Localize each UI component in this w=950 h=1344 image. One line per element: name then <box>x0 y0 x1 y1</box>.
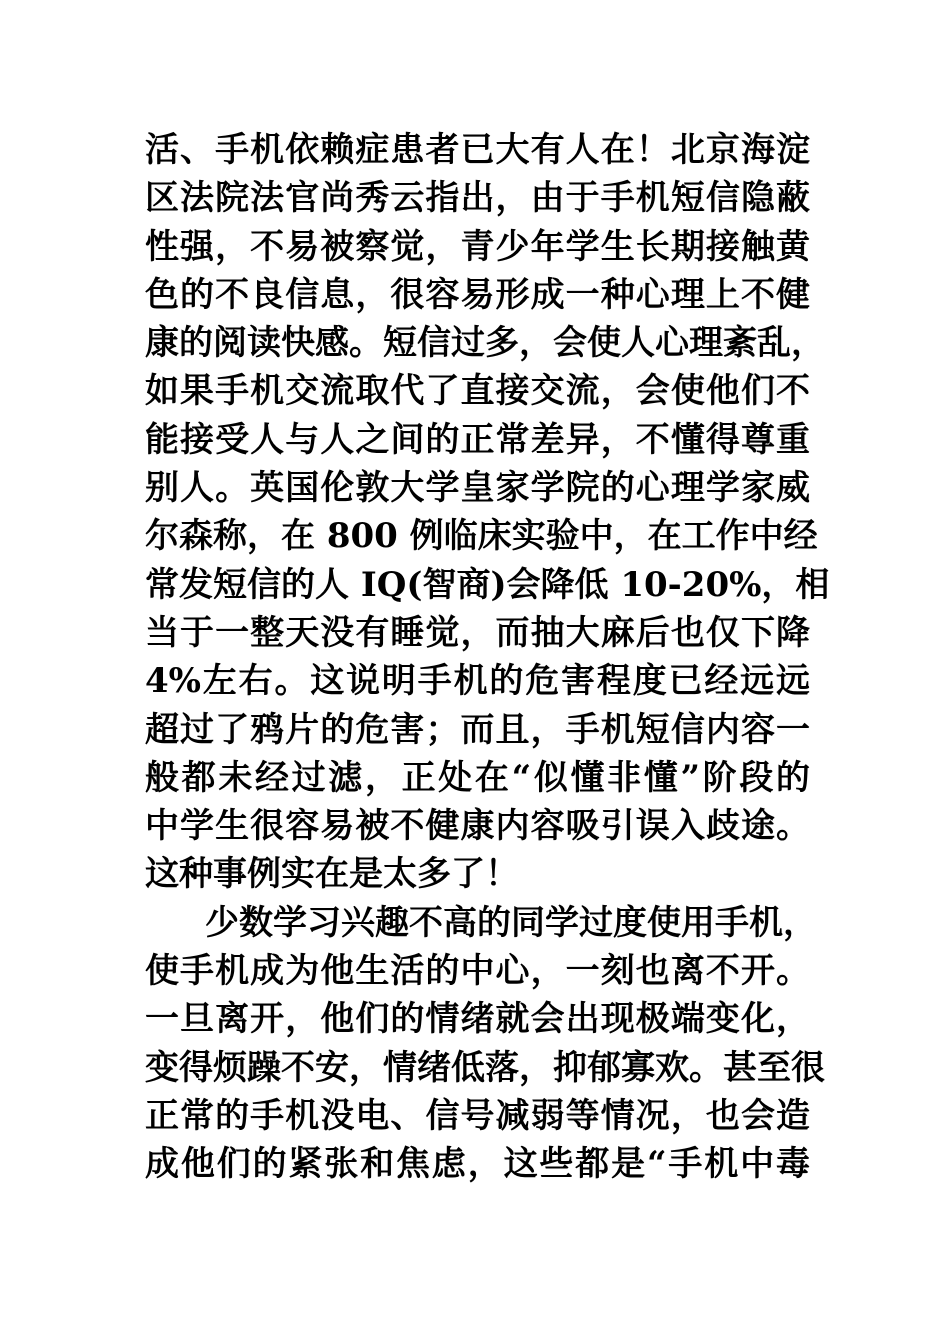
body-text <box>145 126 830 1189</box>
text-line: 中学生很容易被不健康内容吸引误入歧途。 <box>145 806 810 847</box>
text-line: 常发短信的人 IQ(智商)会降低 10-20%，相 <box>145 564 830 605</box>
text-line: 这种事例实在是太多了！ <box>145 854 519 895</box>
paragraph-1 <box>145 126 830 899</box>
text-line: 活、手机依赖症患者已大有人在！北京海淀 <box>145 130 810 170</box>
text-line: 少数学习兴趣不高的同学过度使用手机， <box>205 902 817 943</box>
text-line: 当于一整天没有睡觉，而抽大麻后也仅下降 <box>145 612 810 653</box>
text-line: 4%左右。这说明手机的危害程度已经远远 <box>145 661 810 702</box>
text-line: 使手机成为他生活的中心，一刻也离不开。 <box>145 951 810 992</box>
text-line: 区法院法官尚秀云指出，由于手机短信隐蔽 <box>145 178 810 219</box>
text-line: 尔森称，在 800 例临床实验中，在工作中经 <box>145 516 818 557</box>
text-line: 康的阅读快感。短信过多，会使人心理紊乱， <box>145 323 825 364</box>
text-line: 正常的手机没电、信号减弱等情况，也会造 <box>145 1095 810 1136</box>
text-line: 能接受人与人之间的正常差异，不懂得尊重 <box>145 419 810 460</box>
text-line: 别人。英国伦敦大学皇家学院的心理学家威 <box>145 468 810 509</box>
paragraph-2 <box>145 899 825 1189</box>
text-line: 性强，不易被察觉，青少年学生长期接触黄 <box>145 226 810 267</box>
text-line: 一旦离开，他们的情绪就会出现极端变化， <box>145 999 810 1040</box>
text-line: 超过了鸦片的危害；而且，手机短信内容一 <box>145 709 810 750</box>
text-line: 色的不良信息，很容易形成一种心理上不健 <box>145 274 810 315</box>
text-line: 变得烦躁不安，情绪低落，抑郁寡欢。甚至很 <box>145 1047 825 1088</box>
text-line: 成他们的紧张和焦虑，这些都是“手机中毒 <box>145 1144 810 1185</box>
text-line: 般都未经过滤，正处在“似懂非懂”阶段的 <box>145 757 810 798</box>
text-line: 如果手机交流取代了直接交流，会使他们不 <box>145 371 810 412</box>
